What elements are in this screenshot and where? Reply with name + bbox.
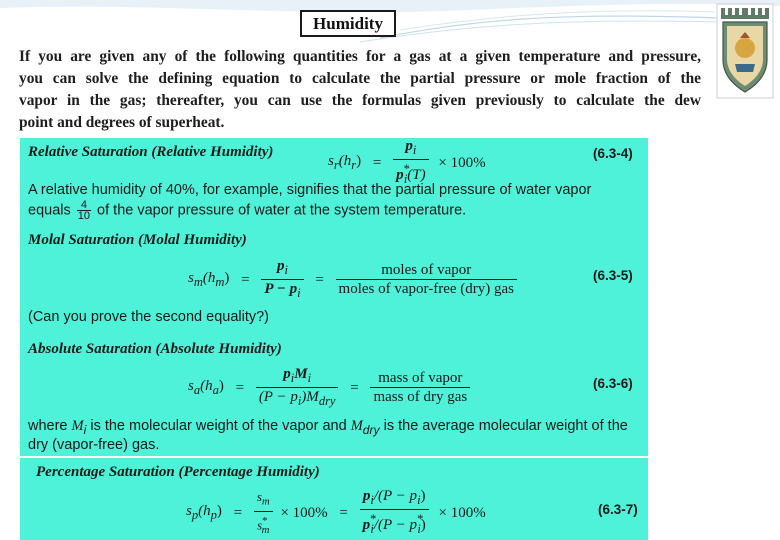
intro-paragraph: [19, 46, 701, 134]
absolute-where-line1: where $M_i$ is the molecular weight of the vapor and $M_{dry}$ is the average molecular weight of the: [28, 418, 628, 437]
relative-saturation-heading: Relative Saturation (Relative Humidity): [28, 144, 274, 160]
intro-line: vapor in the gas; thereafter, you can use the formulas given previously to calculate the dew: [19, 92, 701, 109]
slide-title: Humidity: [300, 10, 396, 37]
percentage-panel: [20, 458, 648, 540]
percentage-saturation-heading: Percentage Saturation (Percentage Humidity): [36, 464, 320, 480]
equation-number: (6.3-7): [598, 502, 638, 517]
absolute-where-line2: dry (vapor-free) gas.: [28, 437, 160, 453]
percentage-saturation-equation: $s_p(h_p)$ = $\frac{s_m}{s^*_m}$ × 100% = $\frac{p_i/(P - p_i)}{p^*_i/(P - p^*_i)}$ × 100%: [186, 488, 486, 537]
molal-question: (Can you prove the second equality?): [28, 309, 270, 325]
molal-saturation-equation: $s_m(h_m)$ = $\frac{p_i}{P - p_i}$ = $\frac{\text{moles of vapor}}{\text{moles of vapor-free (dry) gas}}$: [188, 258, 517, 302]
absolute-saturation-equation: $s_a(h_a)$ = $\frac{p_iM_i}{(P - p_i)M_{dry}}$ = $\frac{\text{mass of vapor}}{\text{mass of dry gas}}$: [188, 366, 470, 410]
relative-explanation-line1: A relative humidity of 40%, for example, signifies that the partial pressure of water vapor: [28, 182, 592, 198]
intro-line: you can solve the defining equation to calculate the partial pressure or mole fraction of the: [19, 70, 701, 87]
intro-line: If you are given any of the following quantities for a gas at a given temperature and pressure,: [19, 48, 701, 65]
equation-panel: [20, 138, 648, 456]
equation-number: (6.3-4): [593, 146, 633, 161]
equation-number: (6.3-5): [593, 268, 633, 283]
molal-saturation-heading: Molal Saturation (Molal Humidity): [28, 232, 247, 248]
relative-saturation-equation: $s_r(h_r)$ = $\frac{p_i}{p^*_i(T)}$ × 100%: [328, 138, 486, 186]
absolute-saturation-heading: Absolute Saturation (Absolute Humidity): [28, 341, 282, 357]
university-seal-icon: [713, 2, 777, 100]
equation-number: (6.3-6): [593, 376, 633, 391]
intro-line: point and degrees of superheat.: [19, 114, 225, 131]
relative-explanation-line2: equals $\frac{4}{10}$ of the vapor pressure of water at the system temperature.: [28, 199, 467, 222]
